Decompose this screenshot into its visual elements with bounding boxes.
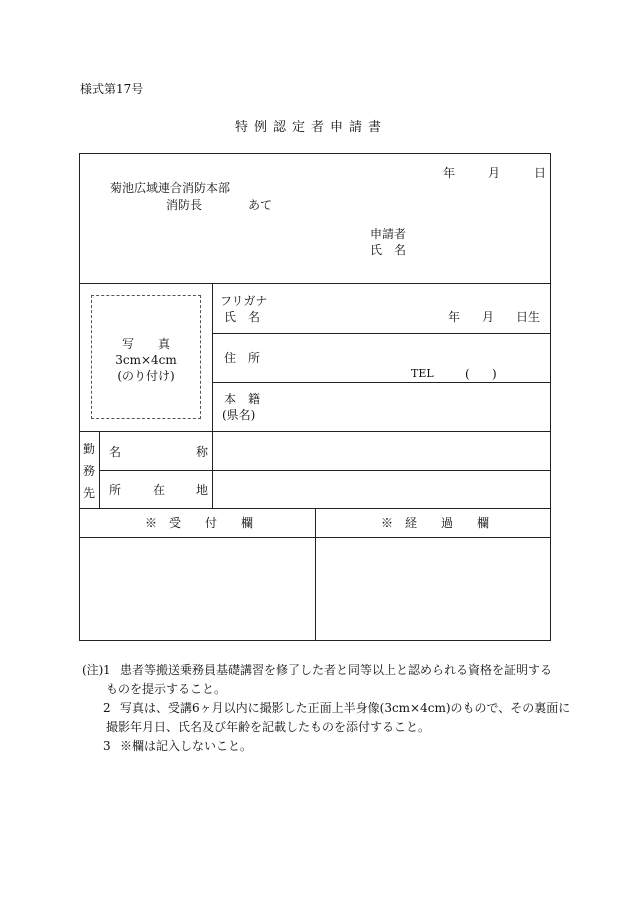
rule-addressee-bottom — [79, 283, 551, 284]
workplace-location-label-char-3: 地 — [196, 483, 209, 497]
workplace-location-label-char-2: 在 — [153, 483, 166, 497]
rule-personal-bottom — [79, 431, 551, 432]
rule-workplace-label — [99, 431, 100, 508]
workplace-location-label-char-1: 所 — [109, 483, 122, 497]
domicile-sub-label: (県名) — [222, 408, 256, 422]
tel-paren-close: ) — [492, 367, 497, 381]
workplace-name-label-char-1: 名 — [109, 445, 122, 459]
rule-office-divider — [315, 508, 316, 641]
notes-prefix: (注) — [82, 663, 104, 677]
photo-note: (のり付け) — [117, 369, 175, 383]
rule-workplace-middle — [99, 470, 551, 471]
note-2-line-1: 写真は、受講6ヶ月以内に撮影した正面上半身像(3cm×4cm)のもので、その裏面に — [120, 701, 571, 715]
honorific: あて — [248, 198, 273, 212]
birth-month-label: 月 — [482, 310, 495, 324]
document-title: 特例認定者申請書 — [235, 120, 388, 135]
note-1-number: 1 — [103, 663, 111, 677]
furigana-label: フリガナ — [220, 294, 268, 308]
note-2-line-2: 撮影年月日、氏名及び年齢を記載したものを添付すること。 — [106, 720, 431, 734]
rule-photo-right — [212, 283, 213, 508]
birth-day-label: 日生 — [516, 310, 541, 324]
date-day-label: 日 — [534, 166, 547, 180]
rule-address-bottom — [212, 382, 551, 383]
applicant-name-label: 氏 名 — [370, 243, 407, 257]
tel-paren-open: ( — [465, 367, 470, 381]
workplace-name-label-char-2: 称 — [196, 445, 209, 459]
domicile-label: 本 籍 — [224, 392, 261, 406]
date-year-label: 年 — [443, 166, 456, 180]
photo-size: 3cm×4cm — [115, 353, 177, 367]
note-1-line-2: ものを提示すること。 — [106, 682, 227, 696]
note-2-number: 2 — [103, 701, 111, 715]
workplace-label-char-3: 先 — [83, 486, 96, 500]
note-3-number: 3 — [103, 739, 111, 753]
date-month-label: 月 — [488, 166, 501, 180]
note-3-line-1: ※欄は記入しないこと。 — [120, 739, 253, 753]
note-1-line-1: 患者等搬送乗務員基礎講習を修了した者と同等以上と認められる資格を証明する — [120, 663, 553, 677]
applicant-label: 申請者 — [370, 227, 407, 241]
workplace-label-char-1: 勤 — [83, 442, 96, 456]
tel-label: TEL — [411, 367, 434, 380]
form-number: 様式第17号 — [80, 82, 144, 96]
birth-year-label: 年 — [448, 310, 461, 324]
receipt-column-header: ※ 受 付 欄 — [145, 516, 254, 530]
chief-title: 消防長 — [166, 198, 203, 212]
rule-name-bottom — [212, 333, 551, 334]
progress-column-header: ※ 経 過 欄 — [381, 516, 490, 530]
workplace-label-char-2: 務 — [83, 464, 96, 478]
photo-label: 写 真 — [121, 337, 170, 351]
photo-placeholder — [91, 295, 201, 419]
name-label: 氏 名 — [224, 310, 261, 324]
organization-name: 菊池広域連合消防本部 — [110, 181, 231, 195]
address-label: 住 所 — [224, 351, 261, 365]
